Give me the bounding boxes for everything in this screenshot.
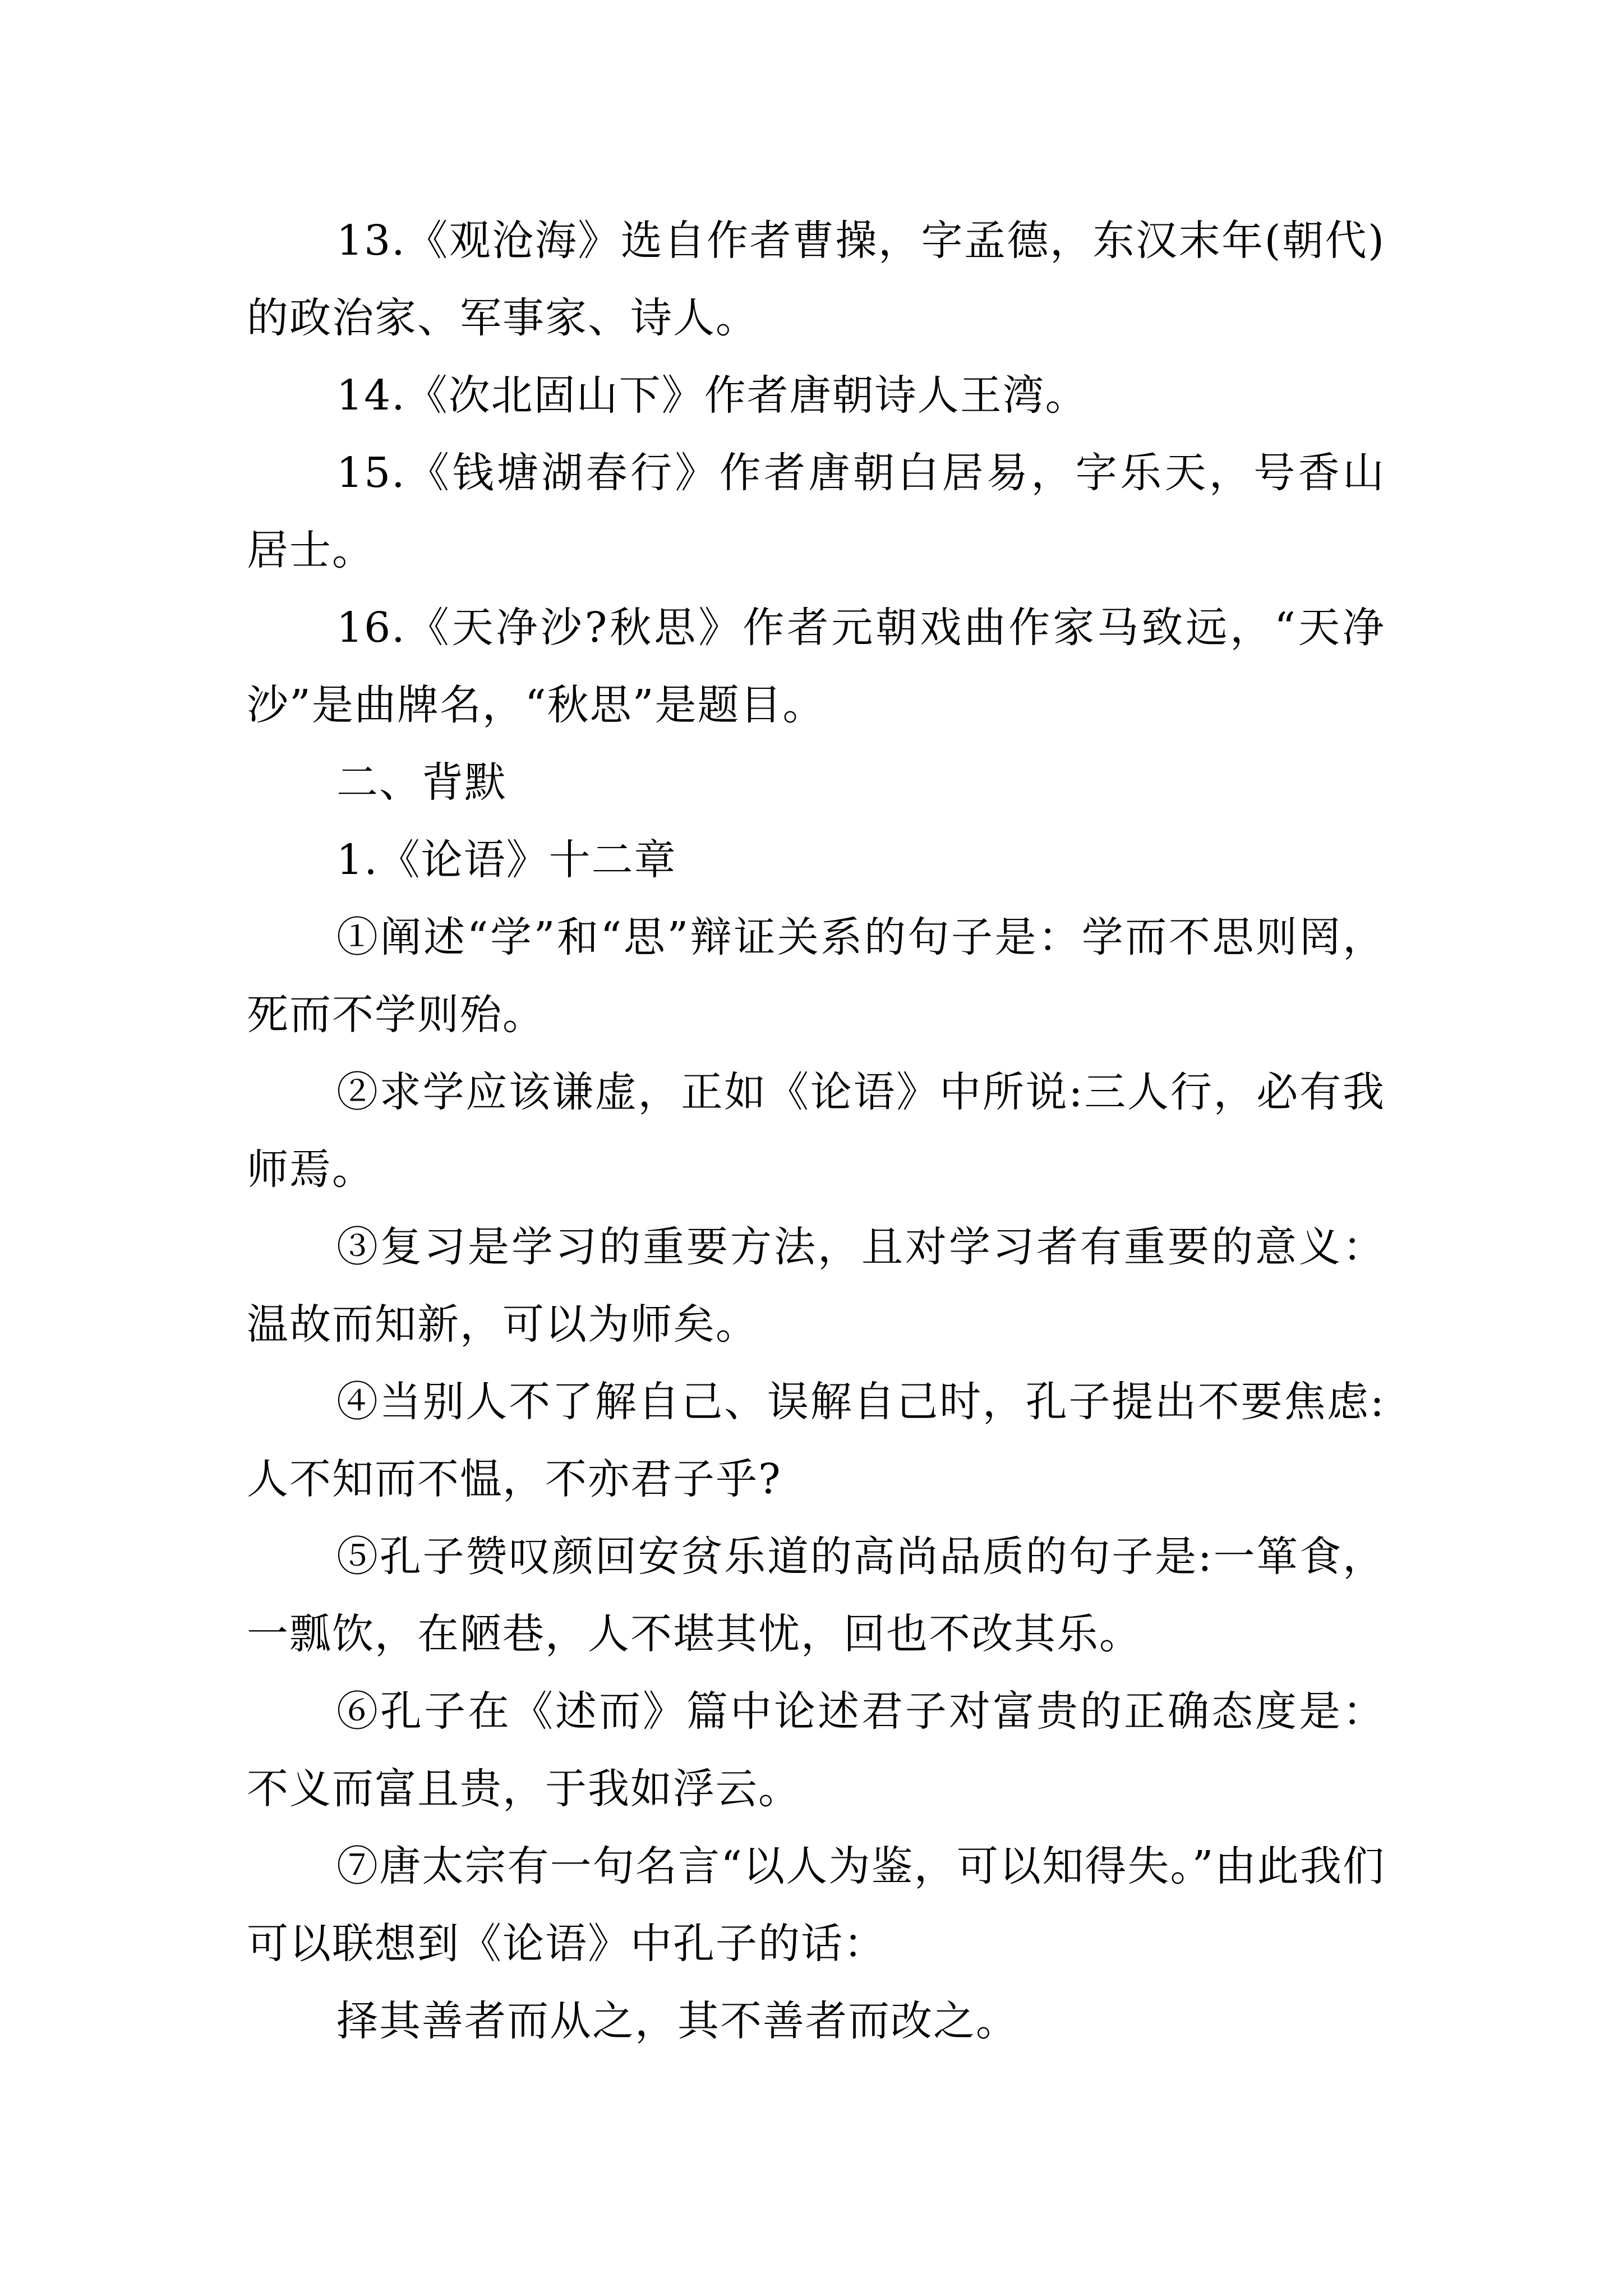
paragraph-14: 14.《次北固山下》作者唐朝诗人王湾。 bbox=[336, 371, 1088, 420]
item-4: ④当别人不了解自己、误解自己时，孔子提出不要焦虑:人不知而不愠，不亦君子乎? bbox=[247, 1378, 1385, 1503]
section-heading: 二、背默 bbox=[336, 758, 507, 807]
item-3: ③复习是学习的重要方法，且对学习者有重要的意义：温故而知新，可以为师矣。 bbox=[247, 1223, 1385, 1349]
subsection-heading: 1.《论语》十二章 bbox=[336, 836, 677, 884]
document-body bbox=[247, 202, 1385, 2060]
paragraph-13: 13.《观沧海》选自作者曹操，字孟德，东汉末年(朝代)的政治家、军事家、诗人。 bbox=[247, 217, 1385, 342]
item-5: ⑤孔子赞叹颜回安贫乐道的高尚品质的句子是:一箪食，一瓢饮，在陋巷，人不堪其忧，回也不改其乐。 bbox=[247, 1533, 1385, 1658]
item-7-answer: 择其善者而从之，其不善者而改之。 bbox=[336, 1997, 1018, 2045]
item-2: ②求学应该谦虚，正如《论语》中所说:三人行，必有我师焉。 bbox=[247, 1068, 1385, 1194]
item-1: ①阐述“学”和“思”辩证关系的句子是：学而不思则罔，死而不学则殆。 bbox=[247, 913, 1385, 1039]
item-7: ⑦唐太宗有一句名言“以人为鉴，可以知得失。”由此我们可以联想到《论语》中孔子的话： bbox=[247, 1842, 1385, 1968]
paragraph-16: 16.《天净沙?秋思》作者元朝戏曲作家马致远，“天净沙”是曲牌名，“秋思”是题目。 bbox=[247, 604, 1385, 729]
item-6: ⑥孔子在《述而》篇中论述君子对富贵的正确态度是：不义而富且贵，于我如浮云。 bbox=[247, 1687, 1385, 1813]
paragraph-15: 15.《钱塘湖春行》作者唐朝白居易，字乐天，号香山居士。 bbox=[247, 449, 1385, 574]
